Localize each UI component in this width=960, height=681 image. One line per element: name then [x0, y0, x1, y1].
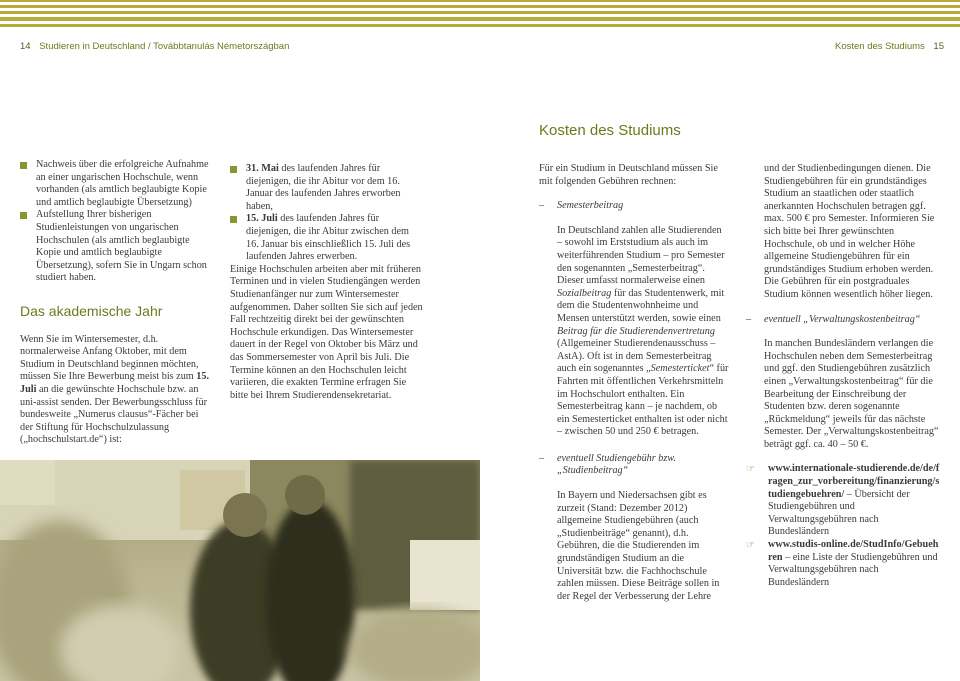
pointing-hand-icon: ☞	[746, 540, 755, 552]
fee-title: eventuell „Verwaltungskostenbeitrag“	[764, 313, 921, 325]
paragraph: In Deutschland zahlen alle Studierenden – sowohl im Erststudium als auch im weiterführenden Studium – pro Semester den sogenannten „Semesterbeitrag“. Dieser umfasst normalerweise einen Sozialbeitrag für das Studentenwerk, mit dem die Studentenwohnheime und Mensen unterstützt werden, sowie einen Beitrag für die Studierendenvertretung (Allgemeiner Studierendenausschuss – AstA). Oft ist in dem Semesterbeitrag auch ein sogenanntes „Semesterticket“ für Fahrten mit öffentlichen Verkehrsmitteln im Hochschulort enthalten. Ein Semesterbeitrag kann – je nachdem, ob ein Semesterticket enthalten ist oder nicht – zwischen 50 und 250 € betragen.	[557, 224, 729, 438]
column-2	[230, 163, 424, 402]
square-bullet-icon	[20, 162, 27, 169]
resource-link[interactable]: www.studis-online.de/StudInfo/Gebuehren	[768, 539, 939, 563]
header-left	[20, 41, 289, 52]
square-bullet-icon	[230, 166, 237, 173]
paragraph: Einige Hochschulen arbeiten aber mit früheren Terminen und in vielen Studiengängen werden Studienanfänger nur zum Wintersemester aufgenommen. Daher sollten Sie sich auf jeden Fall rechtzeitig direkt bei der gewünschten Hochschule erkundigen. Das Wintersemester dauert in der Regel von Oktober bis März und das Sommersemester von April bis Juli. Die Termine können an den Hochschulen leicht variieren, die exakten Termine erfragen Sie bitte bei Ihrem Studierendensekretariat.	[230, 263, 423, 401]
list-item	[20, 209, 213, 285]
page-number-left: 14	[20, 41, 31, 52]
column-4	[746, 163, 942, 589]
header-stripes	[0, 0, 960, 30]
list-item-text: Aufstellung Ihrer bisherigen Studienleistungen von ungarischen Hochschulen (als amtlich beglaubigte Kopie und amtlich beglaubigte Übersetzung), sofern Sie in Ungarn schon studiert haben.	[36, 209, 207, 284]
square-bullet-icon	[20, 212, 27, 219]
running-title-left: Studieren in Deutschland / Továbbtanulás Németországban	[39, 41, 290, 52]
resource-link-item	[746, 463, 942, 539]
list-item: 15. Juli des laufenden Jahres für diejenigen, die ihr Abitur zwischen dem 16. Januar bis einschließlich 15. Juli des laufenden Jahres erwerben.	[230, 213, 424, 263]
dash-icon: –	[746, 313, 752, 325]
list-item-text: Nachweis über die erfolgreiche Aufnahme an einer ungarischen Hochschule, wenn vorhanden (als amtlich beglaubigte Kopie und amtlich beglaubigte Übersetzung)	[36, 159, 209, 208]
paragraph: In Bayern und Niedersachsen gibt es zurzeit (Stand: Dezember 2012) allgemeine Studiengebühren (auch „Studienbeiträge“ genannt), d.h. Gebühren, die die Studierenden im grundständigen Studium an die Universität bzw. die Fachhochschule zahlen müssen. Diese Beiträge sollen in der Regel der Verbesserung der Lehre	[557, 490, 720, 602]
paragraph: Wenn Sie im Wintersemester, d.h. normalerweise Anfang Oktober, mit dem Studium in Deutschland beginnen möchten, müssen Sie Ihre Bewerbung meist bis zum 15. Juli an die gewünschte Hochschule bzw. an uni-assist senden. Der Bewerbungsschluss für bundesweite „Numerus clausus“-Fächer bei der Stiftung für Hochschulzulassung („hochschulstart.de“) ist:	[20, 333, 210, 446]
intro-paragraph: Für ein Studium in Deutschland müssen Sie mit folgenden Gebühren rechnen:	[539, 163, 718, 187]
fee-title: eventuell Studiengebühr bzw. „Studienbeitrag“	[557, 452, 676, 477]
section-title: Kosten des Studiums	[539, 122, 681, 139]
page-number-right: 15	[933, 41, 944, 52]
paragraph: und der Studienbedingungen dienen. Die Studiengebühren für ein grundständiges Studium an staatlichen oder staatlich anerkannten Hochschulen betragen ggf. max. 500 € pro Semester. Informieren Sie sich bitte bei Ihrer gewünschten Hochschule, ob und in welcher Höhe allgemeine Studiengebühren für ein grundständiges Studium erhoben werden. Die Gebühren für ein postgraduales Studium können wesentlich höher liegen.	[764, 163, 935, 300]
fee-item	[539, 200, 729, 213]
column-3	[539, 163, 729, 603]
resource-link-description: – eine Liste der Studiengebühren und Verwaltungsgebühren nach Bundesländern	[768, 551, 938, 588]
pointing-hand-icon: ☞	[746, 464, 755, 476]
resource-link[interactable]: www.internationale-studierende.de/de/fragen_zur_vorbereitung/finanzierung/studiengebuehren/	[768, 463, 940, 500]
fee-item	[539, 453, 729, 478]
list-item	[20, 159, 213, 209]
subheading: Das akademische Jahr	[20, 302, 163, 319]
fee-title: Semesterbeitrag	[557, 200, 624, 212]
paragraph: In manchen Bundesländern verlangen die Hochschulen neben dem Semesterbeitrag und ggf. den Studiengebühren zusätzlich einen „Verwaltungskostenbeitrag“ für die Bearbeitung der Einschreibung der Studenten bzw. deren sogenannte „Rückmeldung“ jeweils für das nächste Semester. Der „Verwaltungskostenbeitrag“ beträgt ggf. ca. 40 – 50 €.	[764, 338, 939, 450]
resource-link-description: – Übersicht der Studiengebühren und Verwaltungsgebühren nach Bundesländern	[768, 488, 910, 538]
column-1	[20, 159, 213, 447]
dash-icon: –	[539, 452, 545, 464]
header-right	[835, 41, 944, 52]
running-title-right: Kosten des Studiums	[835, 41, 925, 52]
list-item: 31. Mai des laufenden Jahres für diejenigen, die ihr Abitur vor dem 16. Januar des laufenden Jahres erworben haben,	[230, 163, 424, 213]
students-photo	[0, 460, 480, 681]
resource-link-item	[746, 539, 942, 589]
square-bullet-icon	[230, 216, 237, 223]
dash-icon: –	[539, 200, 545, 212]
fee-item	[746, 314, 942, 327]
